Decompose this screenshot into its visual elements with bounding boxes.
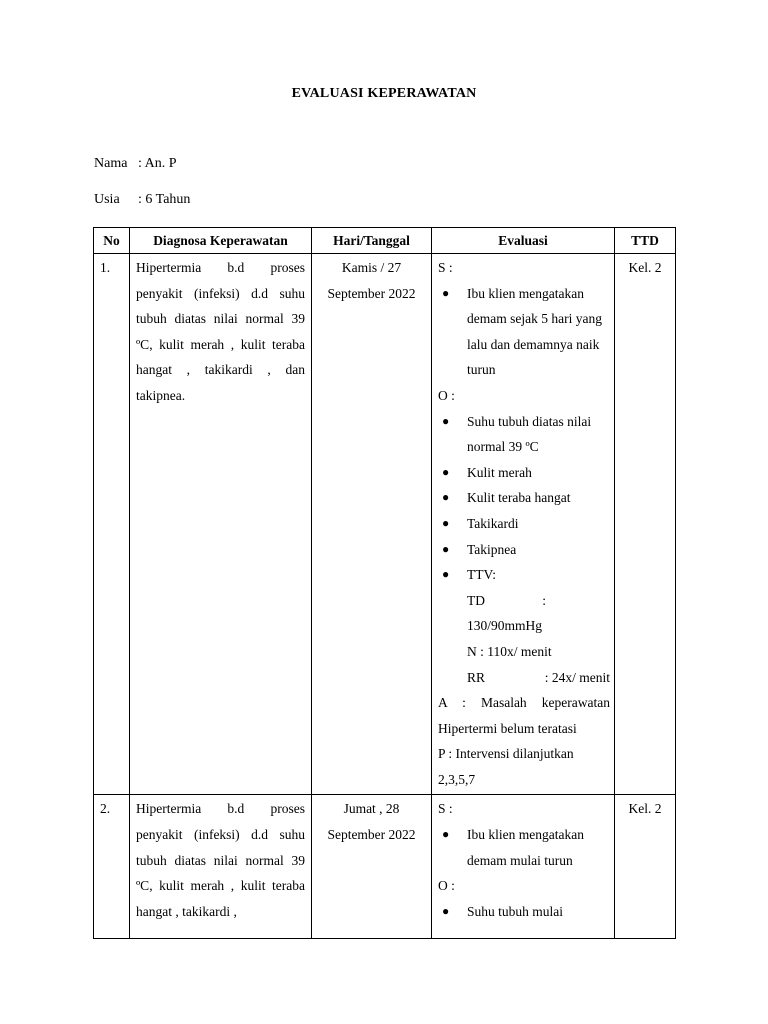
patient-name-value: : An. P <box>138 156 177 171</box>
subjective-label: S : <box>438 260 453 275</box>
objective-label: O : <box>438 878 455 894</box>
subjective-label: S : <box>438 801 453 817</box>
bullet-icon: ● <box>442 464 450 479</box>
list-item: ● Kulit merah <box>438 460 610 486</box>
assessment-line-1: A : Masalah keperawatan <box>438 695 610 711</box>
signature-cell: Kel. 2 <box>615 795 676 939</box>
assessment-line-2: Hipertermi belum teratasi <box>438 720 577 736</box>
document-title: EVALUASI KEPERAWATAN <box>291 86 477 101</box>
ttv-rr-line: RR : 24x/ menit <box>467 669 610 685</box>
plan-line-1: P : Intervensi dilanjutkan <box>438 746 574 762</box>
patient-age-label: Usia <box>94 192 120 207</box>
bullet-icon: ● <box>442 827 450 842</box>
list-item: ● Kulit teraba hangat <box>438 485 610 511</box>
bullet-icon: ● <box>442 413 450 428</box>
bullet-icon: ● <box>442 903 450 918</box>
diagnosis-cell: Hipertermia b.d proses penyakit (infeksi) d.d suhu tubuh diatas nilai normal 39 ºC, kulit merah , kulit teraba hangat , takikardi , dan takipnea. <box>130 254 312 795</box>
date-month-year: September 2022 <box>327 285 416 301</box>
ttv-td-value: 130/90mmHg <box>467 618 543 634</box>
signature-cell: Kel. 2 <box>615 254 676 795</box>
bullet-icon: ● <box>442 541 450 556</box>
list-item: ● Takikardi <box>438 511 610 537</box>
bullet-icon: ● <box>442 285 450 300</box>
list-item: ● Suhu tubuh diatas nilai normal 39 ºC <box>438 409 610 460</box>
table-header-row <box>94 228 676 254</box>
date-day: Jumat , 28 <box>343 801 400 817</box>
evaluation-table <box>93 227 676 939</box>
header-no: No <box>94 228 130 254</box>
ttv-n-line: N : 110x/ menit <box>467 643 552 659</box>
header-date: Hari/Tanggal <box>312 228 432 254</box>
list-item: ● Ibu klien mengatakan demam mulai turun <box>438 822 610 873</box>
row-number: 2. <box>94 795 130 939</box>
table-row <box>94 795 676 939</box>
header-signature: TTD <box>615 228 676 254</box>
row-number: 1. <box>94 254 130 795</box>
header-evaluation: Evaluasi <box>432 228 615 254</box>
bullet-icon: ● <box>442 490 450 505</box>
header-diagnosis: Diagnosa Keperawatan <box>130 228 312 254</box>
bullet-icon: ● <box>442 515 450 530</box>
evaluation-cell <box>432 254 615 795</box>
diagnosis-cell: Hipertermia b.d proses penyakit (infeksi) d.d suhu tubuh diatas nilai normal 39 ºC, kulit merah , kulit teraba hangat , takikardi , <box>130 795 312 939</box>
objective-label: O : <box>438 387 455 403</box>
patient-age-line <box>94 192 190 208</box>
plan-line-2: 2,3,5,7 <box>438 771 476 787</box>
date-cell <box>312 795 432 939</box>
date-cell <box>312 254 432 795</box>
table-row <box>94 254 676 795</box>
date-day: Kamis / 27 <box>341 260 402 275</box>
patient-name-line <box>94 156 177 172</box>
list-item: ● Takipnea <box>438 537 610 563</box>
patient-name-label: Nama <box>94 156 128 171</box>
list-item: ● TTV: <box>438 562 610 588</box>
evaluation-cell <box>432 795 615 939</box>
ttv-td-line: TD : <box>467 592 546 608</box>
bullet-icon: ● <box>442 567 450 582</box>
date-month-year: September 2022 <box>327 827 416 843</box>
list-item: ● Ibu klien mengatakan demam sejak 5 hari yang lalu dan demamnya naik turun <box>438 281 610 383</box>
patient-age-value: : 6 Tahun <box>138 192 191 207</box>
list-item: ● Suhu tubuh mulai <box>438 899 610 925</box>
